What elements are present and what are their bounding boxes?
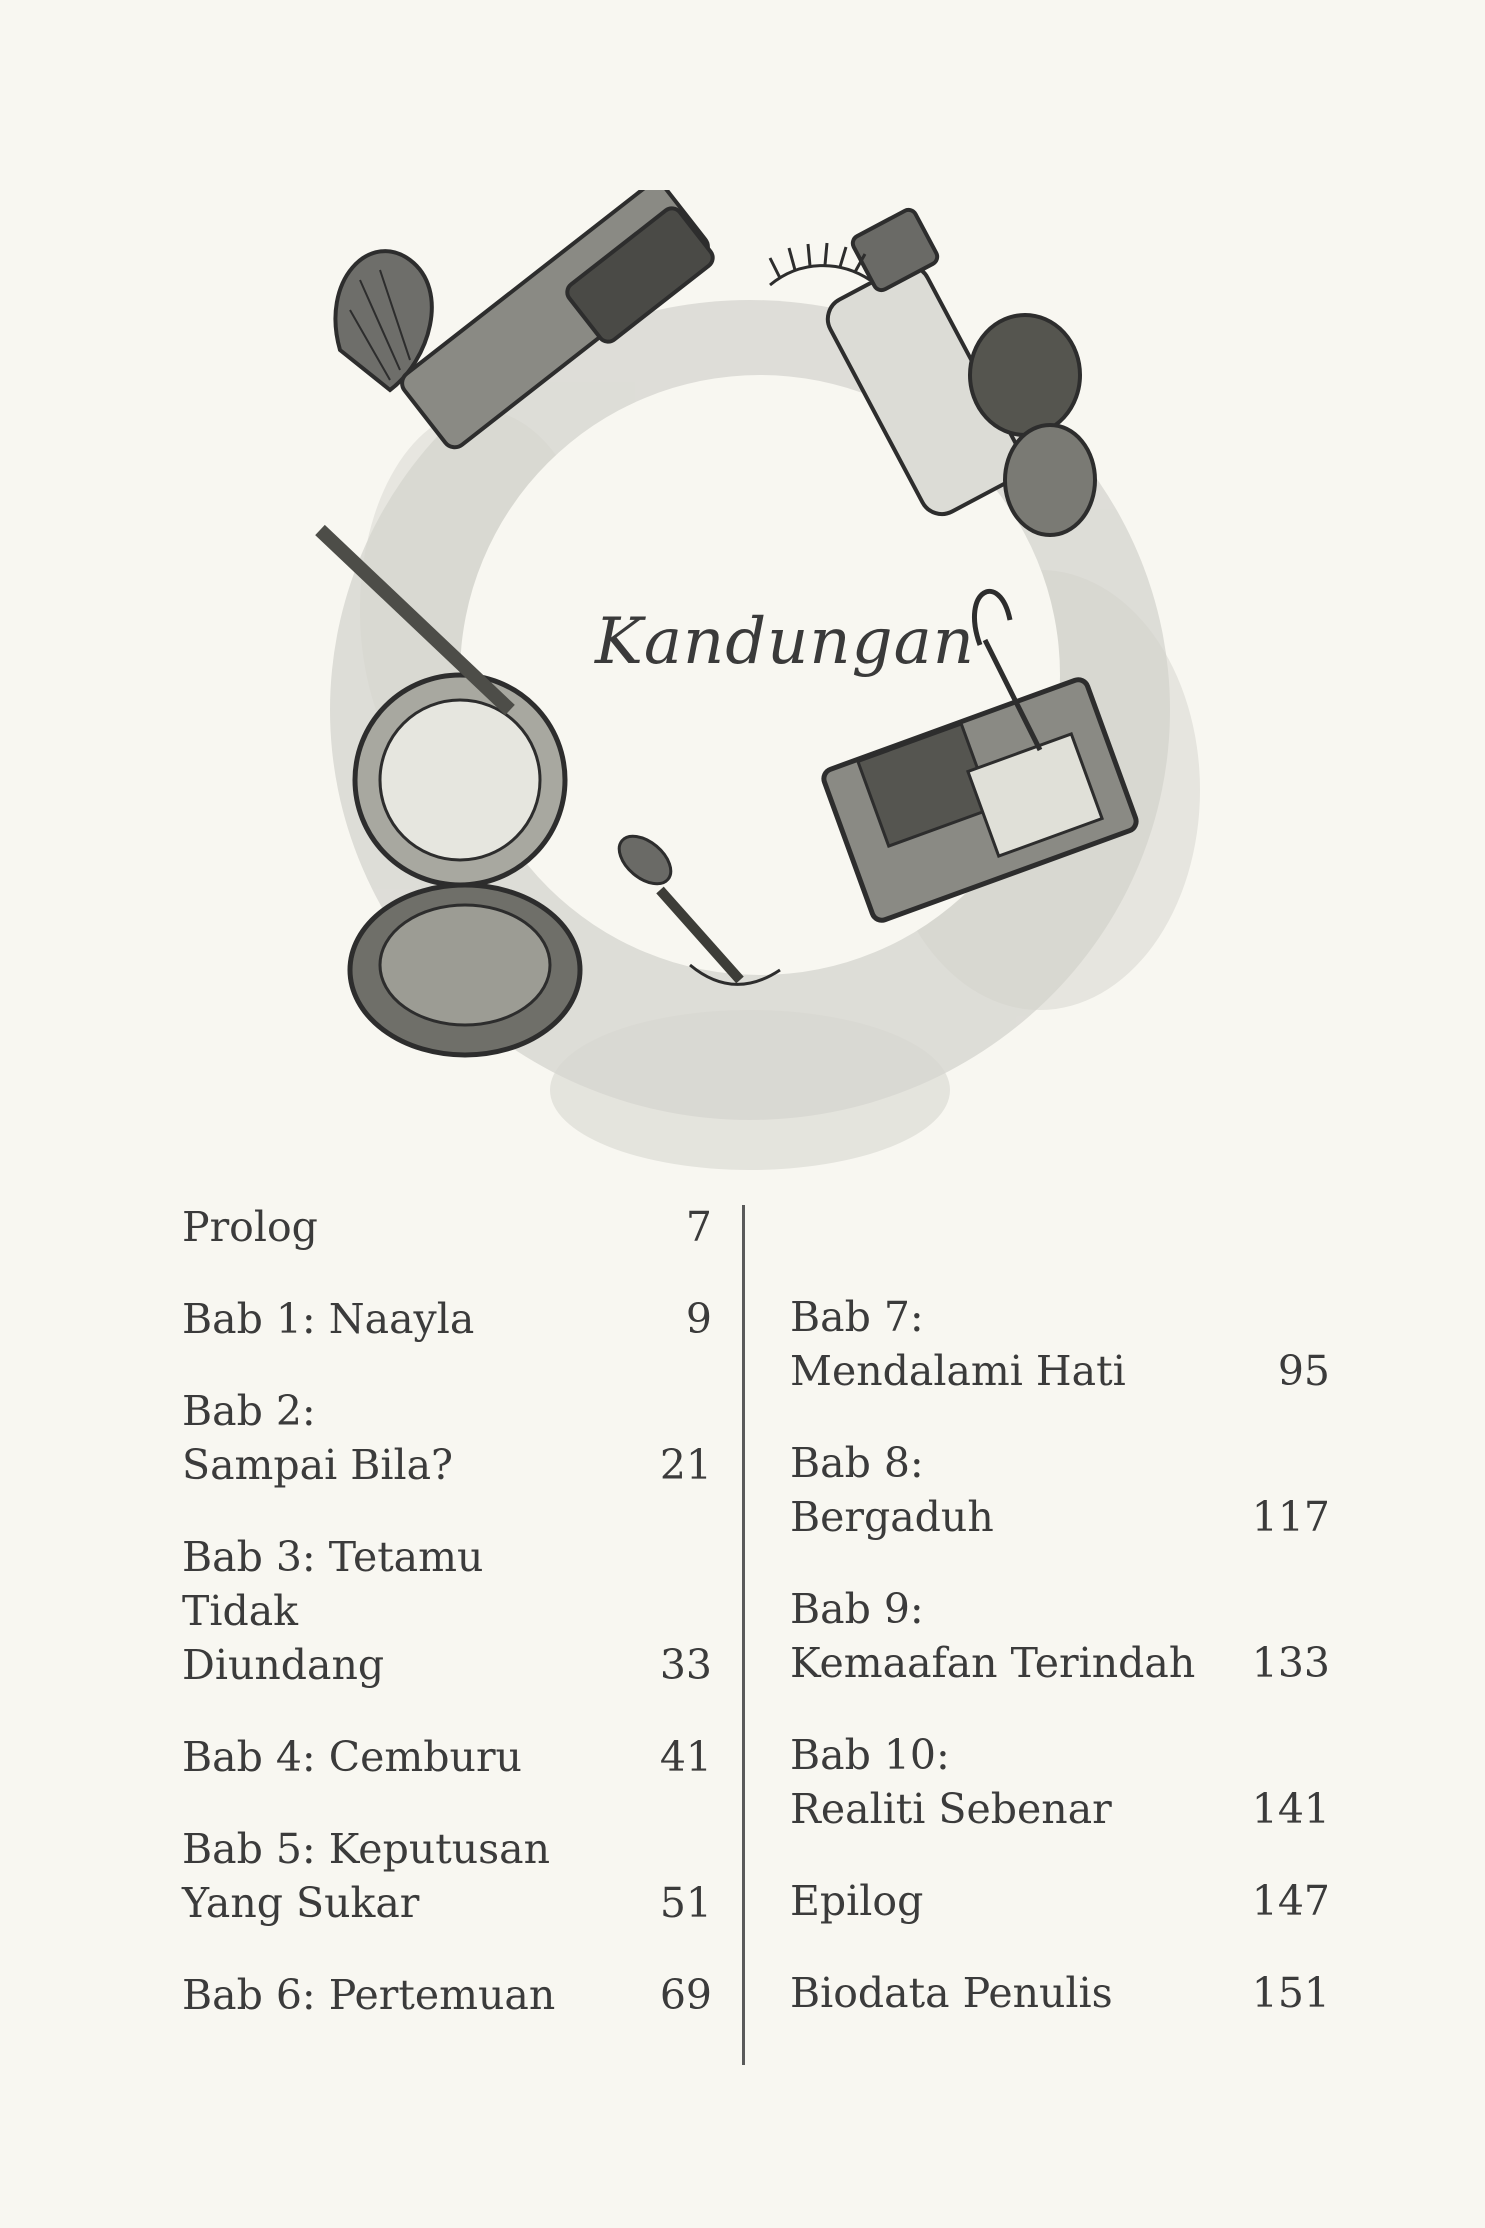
- toc-entry-page-number: 147: [1251, 1877, 1330, 1925]
- toc-entry-title-line: Kemaafan Terindah: [790, 1639, 1196, 1687]
- toc-entry-page-number: 33: [659, 1641, 712, 1689]
- page-title: Kandungan: [595, 605, 975, 679]
- toc-entry-title: [182, 1730, 712, 1784]
- toc-entry-title: [182, 1384, 712, 1492]
- toc-entry: [182, 1200, 712, 1254]
- toc-entry-page-number: 9: [685, 1295, 712, 1343]
- toc-entry-title-line: Prolog: [182, 1203, 318, 1251]
- toc-entry: [790, 1436, 1330, 1544]
- toc-entry: [182, 1530, 712, 1692]
- toc-entry-title-line: Sampai Bila?: [182, 1441, 454, 1489]
- toc-entry-title-line: Bab 4: Cemburu: [182, 1733, 522, 1781]
- toc-entry: [182, 1968, 712, 2022]
- column-divider: [742, 1205, 745, 2065]
- toc-entry: [790, 1582, 1330, 1690]
- cosmetics-wreath-illustration: [280, 190, 1240, 1180]
- toc-entry-page-number: 151: [1251, 1969, 1330, 2017]
- toc-entry: [790, 1290, 1330, 1398]
- toc-entry: [790, 1728, 1330, 1836]
- toc-entry: [790, 1874, 1330, 1928]
- toc-entry-page-number: 21: [659, 1441, 712, 1489]
- toc-entry-title-line: Biodata Penulis: [790, 1969, 1113, 2017]
- toc-entry-title-line: Epilog: [790, 1877, 924, 1925]
- toc-entry-page-number: 117: [1251, 1493, 1330, 1541]
- toc-entry-title-line: Bab 7:: [790, 1293, 924, 1341]
- toc-right-column: [790, 1290, 1330, 2058]
- toc-entry-title: [790, 1582, 1330, 1690]
- toc-entry-title-line: Bab 10:: [790, 1731, 950, 1779]
- toc-entry-title-line: Bergaduh: [790, 1493, 994, 1541]
- toc-entry-title: [790, 1728, 1330, 1836]
- toc-entry-page-number: 7: [685, 1203, 712, 1251]
- toc-entry: [182, 1730, 712, 1784]
- toc-entry-page-number: 95: [1277, 1347, 1330, 1395]
- toc-entry-title: [182, 1200, 712, 1254]
- toc-entry-page-number: 141: [1251, 1785, 1330, 1833]
- toc-entry-title: [182, 1968, 712, 2022]
- toc-entry: [182, 1292, 712, 1346]
- toc-entry-title: [790, 1966, 1330, 2020]
- toc-entry-page-number: 69: [659, 1971, 712, 2019]
- toc-entry-title-line: Bab 2:: [182, 1387, 316, 1435]
- toc-entry-page-number: 41: [659, 1733, 712, 1781]
- toc-entry-page-number: 133: [1251, 1639, 1330, 1687]
- toc-entry-title-line: Bab 5: Keputusan: [182, 1825, 550, 1873]
- toc-entry-title: [182, 1292, 712, 1346]
- toc-entry-title-line: Bab 3: Tetamu Tidak: [182, 1533, 484, 1635]
- toc-entry: [790, 1966, 1330, 2020]
- toc-entry-page-number: 51: [659, 1879, 712, 1927]
- toc-left-column: [182, 1200, 712, 2060]
- toc-entry-title: [182, 1530, 712, 1692]
- toc-entry-title-line: Bab 1: Naayla: [182, 1295, 475, 1343]
- toc-entry-title-line: Bab 6: Pertemuan: [182, 1971, 556, 2019]
- toc-entry-title-line: Bab 9:: [790, 1585, 924, 1633]
- toc-entry-title: [790, 1290, 1330, 1398]
- toc-entry-title-line: Realiti Sebenar: [790, 1785, 1112, 1833]
- toc-entry-title-line: Bab 8:: [790, 1439, 924, 1487]
- toc-entry: [182, 1822, 712, 1930]
- toc-entry-title: [790, 1874, 1330, 1928]
- toc-entry-title-line: Diundang: [182, 1641, 385, 1689]
- toc-entry-title-line: Mendalami Hati: [790, 1347, 1126, 1395]
- toc-entry-title: [182, 1822, 712, 1930]
- toc-entry-title: [790, 1436, 1330, 1544]
- toc-entry: [182, 1384, 712, 1492]
- toc-entry-title-line: Yang Sukar: [182, 1879, 420, 1927]
